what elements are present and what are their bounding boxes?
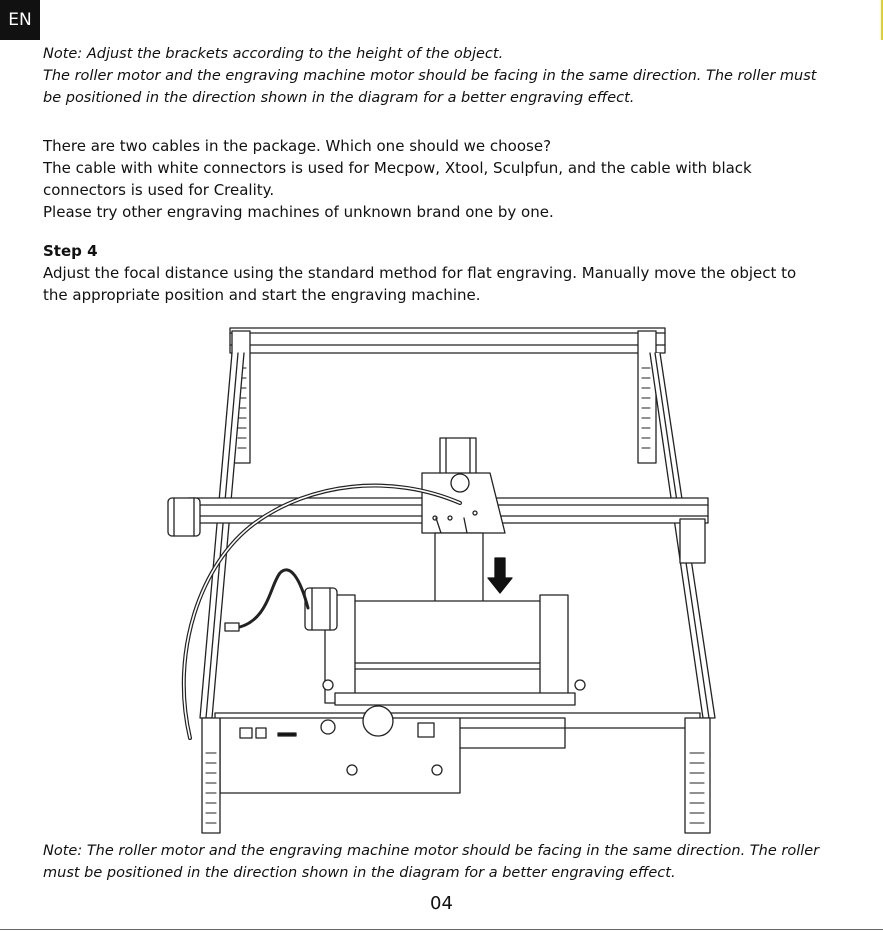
note-bottom-line: must be positioned in the direction shown in the diagram for a better engraving effect. bbox=[43, 865, 676, 881]
language-label: EN bbox=[8, 10, 32, 30]
note-top-line: The roller motor and the engraving machine motor should be facing in the same direction. The roller must bbox=[43, 68, 817, 84]
front-right-bracket bbox=[685, 718, 710, 833]
step-line: the appropriate position and start the engraving machine. bbox=[43, 286, 481, 304]
down-arrow-icon bbox=[488, 558, 512, 593]
bottom-divider bbox=[0, 929, 883, 930]
note-bottom bbox=[43, 840, 843, 884]
engraver-roller-diagram bbox=[160, 323, 726, 838]
front-left-bracket bbox=[202, 718, 220, 833]
cables-line: Please try other engraving machines of unknown brand one by one. bbox=[43, 203, 554, 221]
note-bottom-line: Note: The roller motor and the engraving machine motor should be facing in the same direction. The roller bbox=[43, 843, 820, 859]
back-rail bbox=[230, 328, 665, 353]
language-tab bbox=[0, 0, 40, 40]
step-line: Adjust the focal distance using the standard method for flat engraving. Manually move the object to bbox=[43, 264, 797, 282]
cables-info bbox=[43, 135, 843, 223]
cables-line: The cable with white connectors is used for Mecpow, Xtool, Sculpfun, and the cable with black bbox=[43, 159, 752, 177]
note-top-line: Note: Adjust the brackets according to the height of the object. bbox=[43, 46, 504, 62]
step-title: Step 4 bbox=[43, 242, 98, 260]
cables-line: There are two cables in the package. Which one should we choose? bbox=[43, 137, 552, 155]
note-top bbox=[43, 43, 843, 109]
step-4 bbox=[43, 240, 843, 306]
roller-cable bbox=[235, 570, 308, 628]
note-top-line: be positioned in the direction shown in the diagram for a better engraving effect. bbox=[43, 90, 635, 106]
cables-line: connectors is used for Creality. bbox=[43, 181, 275, 199]
control-box bbox=[215, 706, 700, 793]
rotary-roller bbox=[305, 588, 585, 705]
left-gantry-motor bbox=[168, 498, 200, 536]
page-number: 04 bbox=[430, 893, 453, 914]
back-right-bracket bbox=[638, 331, 656, 463]
